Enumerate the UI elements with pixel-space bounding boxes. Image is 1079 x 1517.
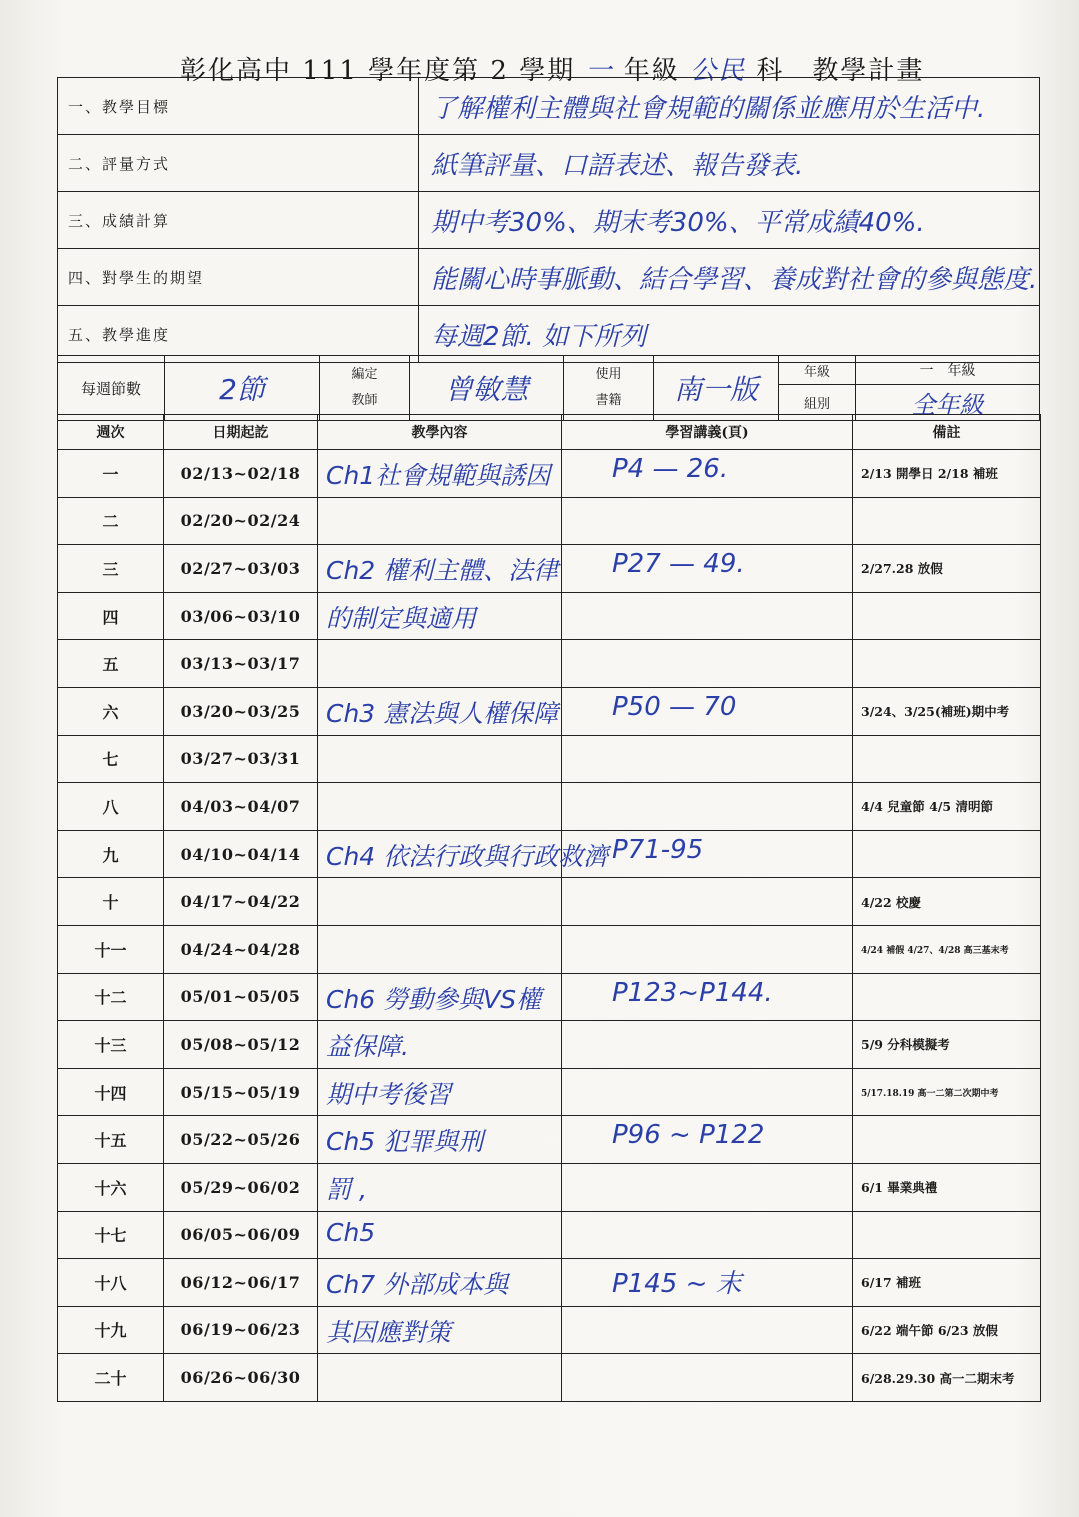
content-cell: [318, 450, 562, 498]
pages-cell: [562, 545, 853, 593]
pages-cell: [562, 1163, 853, 1211]
book-label-line2: 書籍: [595, 393, 622, 408]
remark: [853, 973, 1041, 1021]
week-number: 二: [58, 497, 164, 545]
date-range: 04/03~04/07: [164, 783, 318, 831]
schedule-row: [58, 735, 1041, 783]
section-value: 能關心時事脈動、結合學習、養成對社會的參與態度.: [419, 249, 1040, 306]
content-cell: [318, 973, 562, 1021]
section-label: 五、教學進度: [58, 306, 419, 363]
content-cell: [318, 1021, 562, 1069]
pages-cell: [562, 687, 853, 735]
pages-cell: [562, 450, 853, 498]
date-range: 05/29~06/02: [164, 1163, 318, 1211]
schedule-row: [58, 545, 1041, 593]
remark: 5/17.18.19 高一二第二次期中考: [853, 1068, 1041, 1116]
book-label-line1: 使用: [595, 367, 622, 382]
handout-pages: P50 — 70: [612, 691, 737, 722]
schedule-row: [58, 1259, 1041, 1307]
title-grade-word: 年級: [623, 56, 680, 86]
pages-cell: [562, 1116, 853, 1164]
week-number: 六: [58, 687, 164, 735]
teaching-content: Ch2 權利主體、法律: [326, 556, 559, 586]
date-range: 02/13~02/18: [164, 450, 318, 498]
teaching-content: 期中考後習: [326, 1079, 452, 1109]
remark: [853, 1211, 1041, 1259]
teaching-content: 益保障.: [326, 1032, 409, 1062]
section-label: 二、評量方式: [58, 135, 419, 192]
date-range: 04/17~04/22: [164, 878, 318, 926]
section-label: 一、教學目標: [58, 78, 419, 135]
periods-value: 2節: [165, 356, 320, 421]
date-range: 02/27~03/03: [164, 545, 318, 593]
section-row: [58, 192, 1040, 249]
remark: 4/22 校慶: [853, 878, 1041, 926]
handout-pages: P71-95: [612, 834, 704, 865]
teaching-content: Ch6 勞動參與VS權: [326, 984, 542, 1014]
schedule-header-row: [58, 415, 1041, 450]
schedule-row: [58, 592, 1041, 640]
date-range: 02/20~02/24: [164, 497, 318, 545]
pages-cell: [562, 1211, 853, 1259]
pages-cell: [562, 830, 853, 878]
content-cell: [318, 687, 562, 735]
content-cell: [318, 783, 562, 831]
date-range: 05/22~05/26: [164, 1116, 318, 1164]
pages-cell: [562, 878, 853, 926]
content-cell: [318, 1259, 562, 1307]
week-number: 十八: [58, 1259, 164, 1307]
remark: 2/13 開學日 2/18 補班: [853, 450, 1041, 498]
teacher-label-line2: 教師: [351, 393, 378, 408]
content-cell: [318, 1163, 562, 1211]
section-label: 四、對學生的期望: [58, 249, 419, 306]
schedule-row: [58, 1068, 1041, 1116]
header-notes: 備註: [853, 415, 1041, 450]
content-cell: [318, 735, 562, 783]
week-number: 十五: [58, 1116, 164, 1164]
schedule-row: [58, 450, 1041, 498]
handout-pages: P27 — 49.: [612, 549, 745, 580]
pages-cell: [562, 1068, 853, 1116]
section-row: [58, 249, 1040, 306]
content-cell: [318, 1354, 562, 1402]
teacher-value: 曾敏慧: [410, 356, 564, 421]
date-range: 04/24~04/28: [164, 925, 318, 973]
date-range: 03/06~03/10: [164, 592, 318, 640]
content-cell: [318, 545, 562, 593]
section-value: 紙筆評量、口語表述、報告發表.: [419, 135, 1040, 192]
content-cell: [318, 1116, 562, 1164]
pages-cell: [562, 592, 853, 640]
section-label: 三、成績計算: [58, 192, 419, 249]
week-number: 四: [58, 592, 164, 640]
schedule-row: [58, 1163, 1041, 1211]
periods-label: 每週節數: [58, 356, 165, 421]
content-cell: [318, 640, 562, 688]
date-range: 06/19~06/23: [164, 1306, 318, 1354]
handout-pages: P96 ~ P122: [612, 1120, 765, 1151]
schedule-row: [58, 1211, 1041, 1259]
book-value: 南一版: [654, 356, 779, 421]
remark: [853, 497, 1041, 545]
content-cell: [318, 592, 562, 640]
group-label: 組別: [779, 385, 856, 421]
remark: [853, 735, 1041, 783]
teacher-label: [320, 356, 410, 421]
date-range: 05/01~05/05: [164, 973, 318, 1021]
week-number: 三: [58, 545, 164, 593]
remark: 4/24 補假 4/27、4/28 高三基末考: [853, 925, 1041, 973]
remark: 6/28.29.30 高一二期末考: [853, 1354, 1041, 1402]
content-cell: [318, 1306, 562, 1354]
remark: [853, 830, 1041, 878]
date-range: 06/26~06/30: [164, 1354, 318, 1402]
date-range: 05/15~05/19: [164, 1068, 318, 1116]
schedule-row: [58, 1354, 1041, 1402]
week-number: 七: [58, 735, 164, 783]
teacher-label-line1: 編定: [351, 367, 378, 382]
schedule-table: [57, 414, 1041, 1402]
remark: 5/9 分科模擬考: [853, 1021, 1041, 1069]
pages-cell: [562, 1306, 853, 1354]
handout-pages: P4 — 26.: [612, 454, 729, 484]
handout-pages: P145 ~ 末: [612, 1269, 742, 1300]
teaching-content: Ch1社會規範與誘因: [326, 461, 551, 490]
date-range: 03/27~03/31: [164, 735, 318, 783]
date-range: 03/13~03/17: [164, 640, 318, 688]
date-range: 06/05~06/09: [164, 1211, 318, 1259]
schedule-row: [58, 640, 1041, 688]
header-content: 教學內容: [318, 415, 562, 450]
schedule-row: [58, 830, 1041, 878]
week-number: 十: [58, 878, 164, 926]
teaching-content: Ch5 犯罪與刑: [326, 1127, 484, 1157]
title-prefix: 彰化高中 111 學年度第 2 學期: [180, 56, 576, 86]
remark: 4/4 兒童節 4/5 清明節: [853, 783, 1041, 831]
section-value: 期中考30%、期末考30%、平常成績40%.: [419, 192, 1040, 249]
schedule-row: [58, 1116, 1041, 1164]
remark: 6/17 補班: [853, 1259, 1041, 1307]
course-info-table: [57, 355, 1040, 421]
week-number: 二十: [58, 1354, 164, 1402]
week-number: 十七: [58, 1211, 164, 1259]
schedule-row: [58, 687, 1041, 735]
teaching-content: 的制定與適用: [326, 603, 477, 633]
week-number: 十三: [58, 1021, 164, 1069]
schedule-row: [58, 1021, 1041, 1069]
content-cell: [318, 1068, 562, 1116]
pages-cell: [562, 497, 853, 545]
pages-cell: [562, 1021, 853, 1069]
teaching-content: Ch5: [326, 1217, 376, 1247]
handout-pages: P123~P144.: [612, 977, 773, 1008]
pages-cell: [562, 973, 853, 1021]
remark: 6/1 畢業典禮: [853, 1163, 1041, 1211]
remark: 6/22 端午節 6/23 放假: [853, 1306, 1041, 1354]
schedule-row: [58, 783, 1041, 831]
date-range: 04/10~04/14: [164, 830, 318, 878]
week-number: 一: [58, 450, 164, 498]
week-number: 十六: [58, 1163, 164, 1211]
pages-cell: [562, 640, 853, 688]
week-number: 十一: [58, 925, 164, 973]
week-number: 十二: [58, 973, 164, 1021]
week-number: 十四: [58, 1068, 164, 1116]
schedule-row: [58, 973, 1041, 1021]
content-cell: [318, 1211, 562, 1259]
teaching-content: 罰 ,: [326, 1174, 367, 1204]
pages-cell: [562, 1354, 853, 1402]
schedule-body: [58, 450, 1041, 1402]
remark: [853, 640, 1041, 688]
remark: 2/27.28 放假: [853, 545, 1041, 593]
teaching-content: Ch3 憲法與人權保障: [326, 698, 559, 728]
title-grade-handwritten: 一: [585, 56, 614, 86]
schedule-row: [58, 925, 1041, 973]
section-value: 每週2節. 如下所列: [419, 306, 1040, 363]
date-range: 05/08~05/12: [164, 1021, 318, 1069]
content-cell: [318, 830, 609, 878]
remark: [853, 1116, 1041, 1164]
section-row: [58, 306, 1040, 363]
teaching-content: Ch7 外部成本與: [326, 1270, 509, 1300]
header-dates: 日期起訖: [164, 415, 318, 450]
section-row: [58, 78, 1040, 135]
teaching-content: 其因應對策: [326, 1317, 452, 1347]
week-number: 九: [58, 830, 164, 878]
pages-cell: [562, 735, 853, 783]
remark: 3/24、3/25(補班)期中考: [853, 687, 1041, 735]
schedule-row: [58, 1306, 1041, 1354]
grade-label: 年級: [779, 356, 856, 385]
schedule-row: [58, 497, 1041, 545]
title-suffix: 科 教學計畫: [756, 56, 925, 86]
header-week: 週次: [58, 415, 164, 450]
week-number: 十九: [58, 1306, 164, 1354]
pages-cell: [562, 925, 853, 973]
remark: [853, 592, 1041, 640]
book-label: [564, 356, 654, 421]
plan-summary-table: [57, 77, 1040, 363]
week-number: 五: [58, 640, 164, 688]
content-cell: [318, 925, 562, 973]
week-number: 八: [58, 783, 164, 831]
date-range: 03/20~03/25: [164, 687, 318, 735]
section-row: [58, 135, 1040, 192]
section-value: 了解權利主體與社會規範的關係並應用於生活中.: [419, 78, 1040, 135]
pages-cell: [562, 1259, 853, 1307]
header-pages: 學習講義(頁): [562, 415, 853, 450]
date-range: 06/12~06/17: [164, 1259, 318, 1307]
pages-cell: [562, 783, 853, 831]
group-value: 全年級: [856, 385, 1040, 421]
teaching-content: Ch4 依法行政與行政救濟: [326, 841, 609, 871]
content-cell: [318, 878, 562, 926]
title-subject-handwritten: 公民: [690, 56, 747, 86]
schedule-row: [58, 878, 1041, 926]
content-cell: [318, 497, 562, 545]
grade-value: 一 年級: [856, 356, 1040, 385]
